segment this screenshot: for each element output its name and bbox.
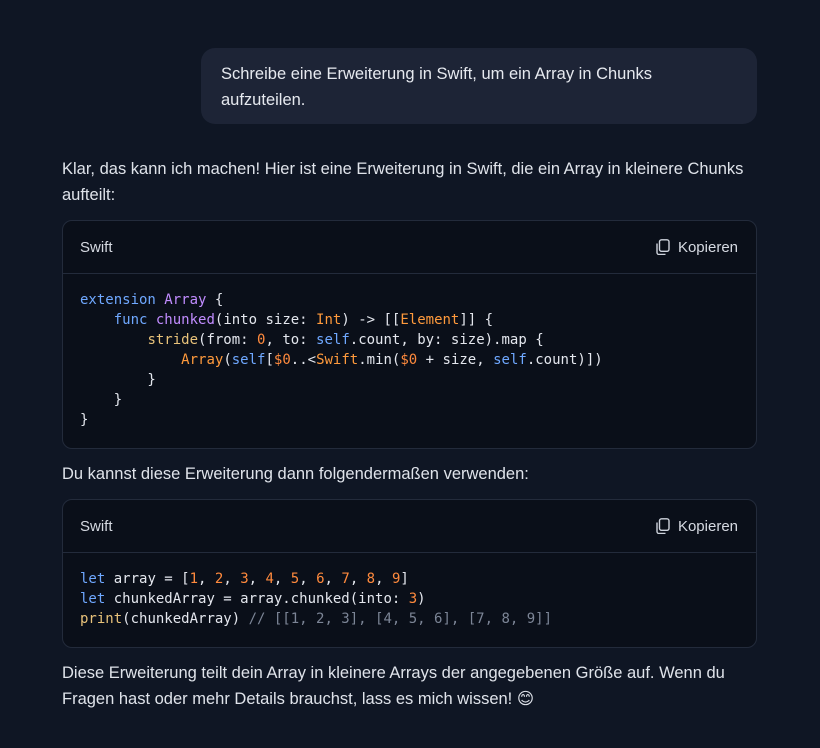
code-token: self — [231, 352, 266, 368]
copy-button[interactable] — [656, 518, 738, 535]
code-token: ( — [223, 352, 232, 368]
code-token — [80, 352, 181, 368]
code-token: (from: — [198, 332, 258, 348]
code-token: Swift — [316, 352, 359, 368]
code-token: 3 — [408, 591, 418, 607]
code-token — [80, 332, 147, 348]
code-token: .count)]) — [526, 352, 603, 368]
code-token: [ — [265, 352, 274, 368]
code-token: , — [198, 571, 215, 587]
code-token: 1 — [189, 571, 199, 587]
code-line — [80, 410, 739, 430]
code-token: // [[1, 2, 3], [4, 5, 6], [7, 8, 9]] — [248, 611, 553, 627]
code-token: Int — [316, 312, 342, 328]
code-token: .count, by: size).map { — [349, 332, 544, 348]
code-line — [80, 290, 739, 310]
code-token: self — [493, 352, 527, 368]
code-token: , — [248, 571, 266, 587]
code-token: , — [299, 571, 317, 587]
user-message — [201, 48, 757, 124]
code-language-label: Swift — [80, 238, 113, 256]
code-token: print — [80, 611, 123, 627]
code-token: { — [206, 292, 224, 308]
code-token: stride — [147, 332, 199, 348]
code-block-header — [63, 500, 756, 553]
code-line — [80, 390, 739, 410]
code-content — [63, 553, 756, 629]
code-token: 3 — [240, 571, 249, 587]
code-token: func — [113, 312, 148, 328]
code-line — [80, 569, 739, 589]
code-token: chunked — [155, 312, 215, 328]
code-token: array = [ — [105, 571, 190, 587]
code-token: 4 — [265, 571, 274, 587]
copy-button-label: Kopieren — [677, 238, 738, 256]
assistant-usage-intro: Du kannst diese Erweiterung dann folgendermaßen verwenden: — [62, 465, 529, 483]
code-token: ..< — [290, 352, 317, 368]
code-token: ) — [417, 591, 426, 607]
code-token: 0 — [257, 332, 266, 348]
code-token: Array — [164, 292, 207, 308]
copy-icon — [656, 239, 670, 255]
code-line — [80, 609, 739, 629]
code-token: } — [80, 392, 123, 408]
code-language-label: Swift — [80, 517, 113, 535]
code-token: 9 — [391, 571, 401, 587]
code-token: Element — [400, 312, 460, 328]
code-token: let — [80, 591, 106, 607]
code-token: Array — [181, 352, 224, 368]
code-token: $0 — [273, 352, 291, 368]
code-token: 8 — [366, 571, 376, 587]
code-token: (into size: — [214, 312, 317, 328]
code-token: extension — [80, 292, 156, 308]
code-token: , to: — [265, 332, 317, 348]
copy-icon — [656, 518, 670, 534]
code-line — [80, 370, 739, 390]
code-token: 5 — [290, 571, 300, 587]
code-line — [80, 589, 739, 609]
code-block-extension — [62, 220, 757, 449]
code-token: let — [80, 571, 106, 587]
code-content — [63, 274, 756, 430]
code-token: 7 — [341, 571, 350, 587]
code-token: $0 — [400, 352, 418, 368]
code-line — [80, 350, 739, 370]
code-token: 6 — [316, 571, 325, 587]
code-token: } — [80, 412, 89, 428]
code-block-header — [63, 221, 756, 274]
code-token — [80, 312, 114, 328]
copy-button-label: Kopieren — [677, 517, 738, 535]
code-token: ] — [400, 571, 409, 587]
copy-button[interactable] — [656, 239, 738, 256]
code-block-usage — [62, 499, 757, 648]
code-token: chunkedArray = array.chunked(into: — [105, 591, 409, 607]
code-token — [147, 312, 155, 328]
code-token: (chunkedArray) — [122, 611, 249, 627]
code-token: , — [273, 571, 291, 587]
code-token: ]] { — [459, 312, 494, 328]
code-token: , — [349, 571, 367, 587]
assistant-intro: Klar, das kann ich machen! Hier ist eine Erweiterung in Swift, die ein Array in kleinere Chunks aufteilt: — [62, 160, 744, 204]
code-line — [80, 310, 739, 330]
code-token: , — [324, 571, 342, 587]
code-token: + size, — [417, 352, 494, 368]
assistant-outro: Diese Erweiterung teilt dein Array in kleinere Arrays der angegebenen Größe auf. Wenn du Fragen hast oder mehr Details brauchst, lass es mich wissen! 😊 — [62, 664, 725, 708]
user-message-text: Schreibe eine Erweiterung in Swift, um ein Array in Chunks aufzuteilen. — [221, 65, 653, 109]
code-token: , — [223, 571, 241, 587]
code-token: , — [375, 571, 392, 587]
code-token: ) -> [[ — [341, 312, 401, 328]
code-token: .min( — [358, 352, 401, 368]
code-token: } — [80, 372, 156, 388]
code-line — [80, 330, 739, 350]
code-token: self — [316, 332, 350, 348]
code-token: 2 — [214, 571, 224, 587]
